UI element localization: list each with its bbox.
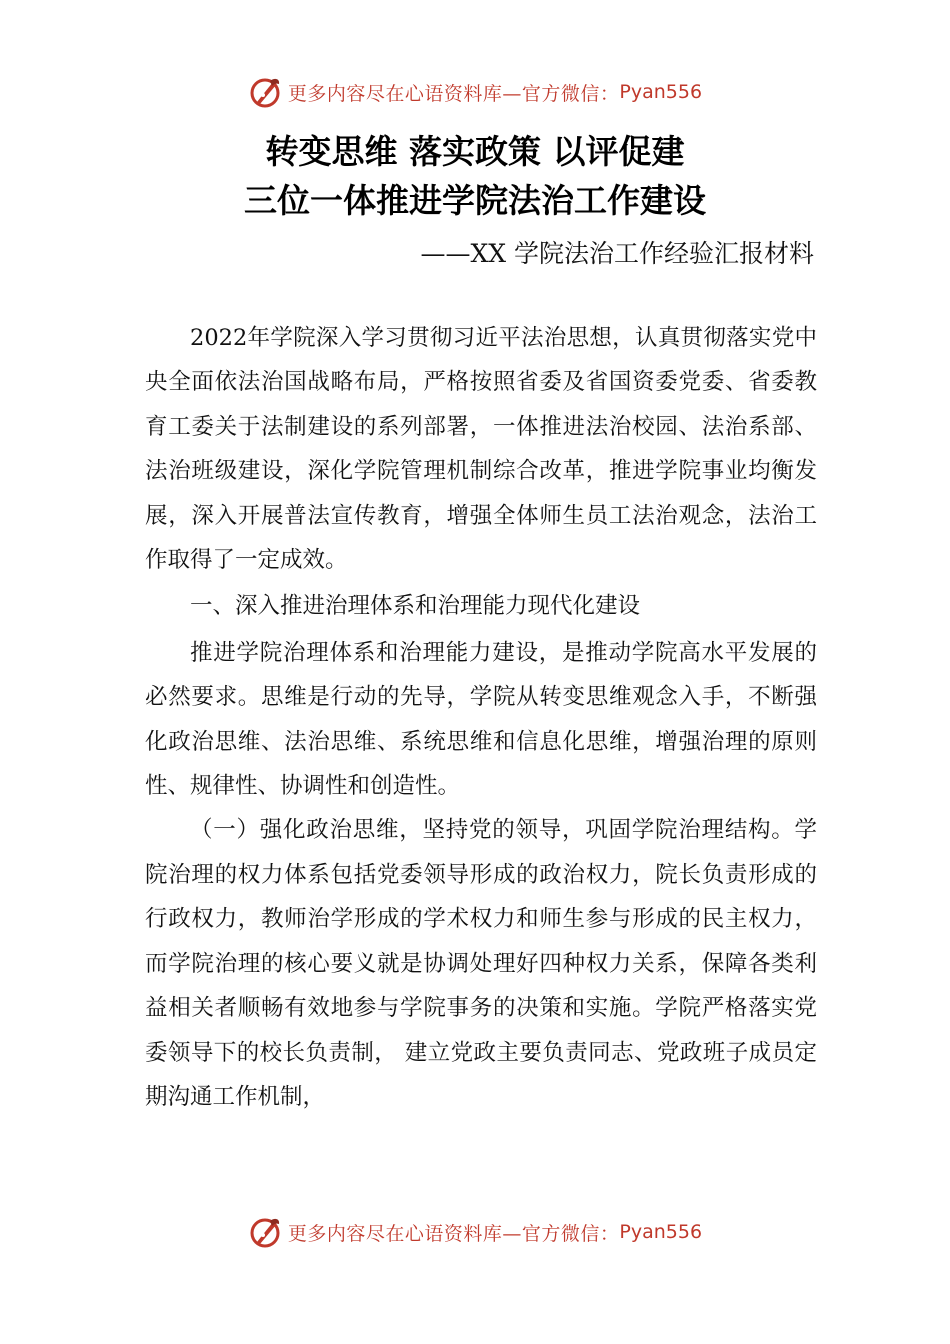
body-paragraph-section-1: 推进学院治理体系和治理能力建设，是推动学院高水平发展的必然要求。思维是行动的先导，学院从转变思维观念入手，不断强化政治思维、法治思维、系统思维和信息化思维，增强治理的原则性、规律性、协调性和创造性。 [145, 639, 817, 800]
header-banner [0, 74, 950, 110]
document-body [145, 316, 817, 1119]
document-subtitle: ——XX 学院法治工作经验汇报材料 [420, 239, 814, 268]
banner-contact: Pyan556 [619, 1221, 703, 1243]
quill-logo-icon [248, 1215, 282, 1249]
body-paragraph-intro: 2022年学院深入学习贯彻习近平法治思想，认真贯彻落实党中央全面依法治国战略布局，严格按照省委及省国资委党委、省委教育工委关于法制建设的系列部署，一体推进法治校园、法治系部、法治班级建设，深化学院管理机制综合改革，推进学院事业均衡发展，深入开展普法宣传教育，增强全体师生员工法治观念，法治工作取得了一定成效。 [145, 325, 817, 574]
banner-contact: Pyan556 [619, 81, 703, 103]
document-title-line-2: 三位一体推进学院法治工作建设 [244, 181, 706, 220]
document-title-line-1: 转变思维 落实政策 以评促建 [265, 132, 685, 171]
body-paragraph-subsection-1: （一）强化政治思维，坚持党的领导，巩固学院治理结构。学院治理的权力体系包括党委领导形成的政治权力，院长负责形成的行政权力，教师治学形成的学术权力和师生参与形成的民主权力，而学院治理的核心要义就是协调处理好四种权力关系，保障各类利益相关者顺畅有效地参与学院事务的决策和实施。学院严格落实党委领导下的校长负责制， 建立党政主要负责同志、党政班子成员定期沟通工作机制， [145, 817, 817, 1110]
section-heading-1: 一、深入推进治理体系和治理能力现代化建设 [190, 593, 641, 620]
footer-banner [0, 1214, 950, 1250]
banner-text: 更多内容尽在心语资料库—官方微信： [287, 1222, 620, 1245]
banner-text: 更多内容尽在心语资料库—官方微信： [287, 82, 620, 105]
quill-logo-icon [248, 75, 282, 109]
